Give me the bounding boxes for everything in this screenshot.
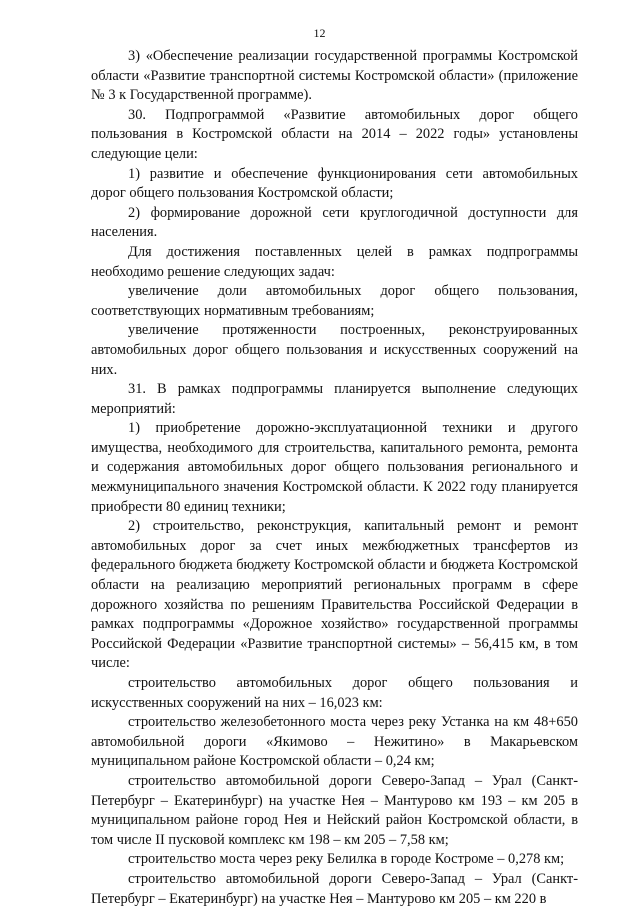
road-neya-manturovo-193-205: строительство автомобильной дороги Северо-Запад – Урал (Санкт-Петербург – Екатеринбург) на участке Нея – Мантурово км 193 – км 205 в муниципальном районе город Нея и Нейский район Костромской области, в том числе II пусковой комплекс км 198 – км 205 – 7,58 км; (91, 772, 578, 848)
task-2: увеличение протяженности построенных, реконструированных автомобильных дорог общего пользования и искусственных сооружений на них. (91, 322, 578, 378)
document-body (91, 47, 578, 909)
tasks-intro: Для достижения поставленных целей в рамках подпрограммы необходимо решение следующих задач: (91, 243, 578, 280)
goal-2: 2) формирование дорожной сети круглогодичной доступности для населения. (91, 204, 578, 241)
paragraph-31-measures-intro: 31. В рамках подпрограммы планируется выполнение следующих мероприятий: (91, 381, 578, 417)
bridge-belilka: строительство моста через реку Белилка в городе Костроме – 0,278 км; (128, 851, 565, 868)
page-number: 12 (313, 26, 326, 40)
paragraph-item-3-program: 3) «Обеспечение реализации государственной программы Костромской области «Развитие транспортной системы Костромской области» (приложение № 3 к Государственной программе). (91, 48, 578, 104)
paragraph-30-goals-intro: 30. Подпрограммой «Развитие автомобильных дорог общего пользования в Костромской области на 2014 – 2022 годы» установлены следующие цели: (91, 106, 578, 162)
task-1: увеличение доли автомобильных дорог общего пользования, соответствующих нормативным требованиям; (91, 283, 578, 319)
bridge-ustanka: строительство железобетонного моста через реку Устанка на км 48+650 автомобильной дороги «Якимово – Нежитино» в Макарьевском муниципальном районе Костромской области – 0,24 км; (91, 714, 578, 770)
construction-subtotal: строительство автомобильных дорог общего пользования и искусственных сооружений на них – 16,023 км: (91, 675, 578, 711)
measure-1: 1) приобретение дорожно-эксплуатационной техники и другого имущества, необходимого для строительства, капитального ремонта, ремонта и содержания автомобильных дорог общего пользования регионального и межмуниципального значения Костромской области. К 2022 году планируется приобрести 80 единиц техники; (91, 420, 578, 515)
measure-2: 2) строительство, реконструкция, капитальный ремонт и ремонт автомобильных дорог за счет иных межбюджетных трансфертов из федерального бюджета бюджету Костромской области и бюджета Костромской области на реализацию мероприятий региональных программ в сфере дорожного хозяйства по решениям Правительства Российской Федерации в рамках подпрограммы «Дорожное хозяйство» государственной программы Российской Федерации «Развитие транспортной системы» – 56,415 км, в том числе: (91, 518, 578, 672)
road-neya-manturovo-205-220: строительство автомобильной дороги Северо-Запад – Урал (Санкт-Петербург – Екатеринбург) на участке Нея – Мантурово км 205 – км 220 в (91, 870, 578, 907)
goal-1: 1) развитие и обеспечение функционирования сети автомобильных дорог общего пользования Костромской области; (91, 165, 578, 202)
